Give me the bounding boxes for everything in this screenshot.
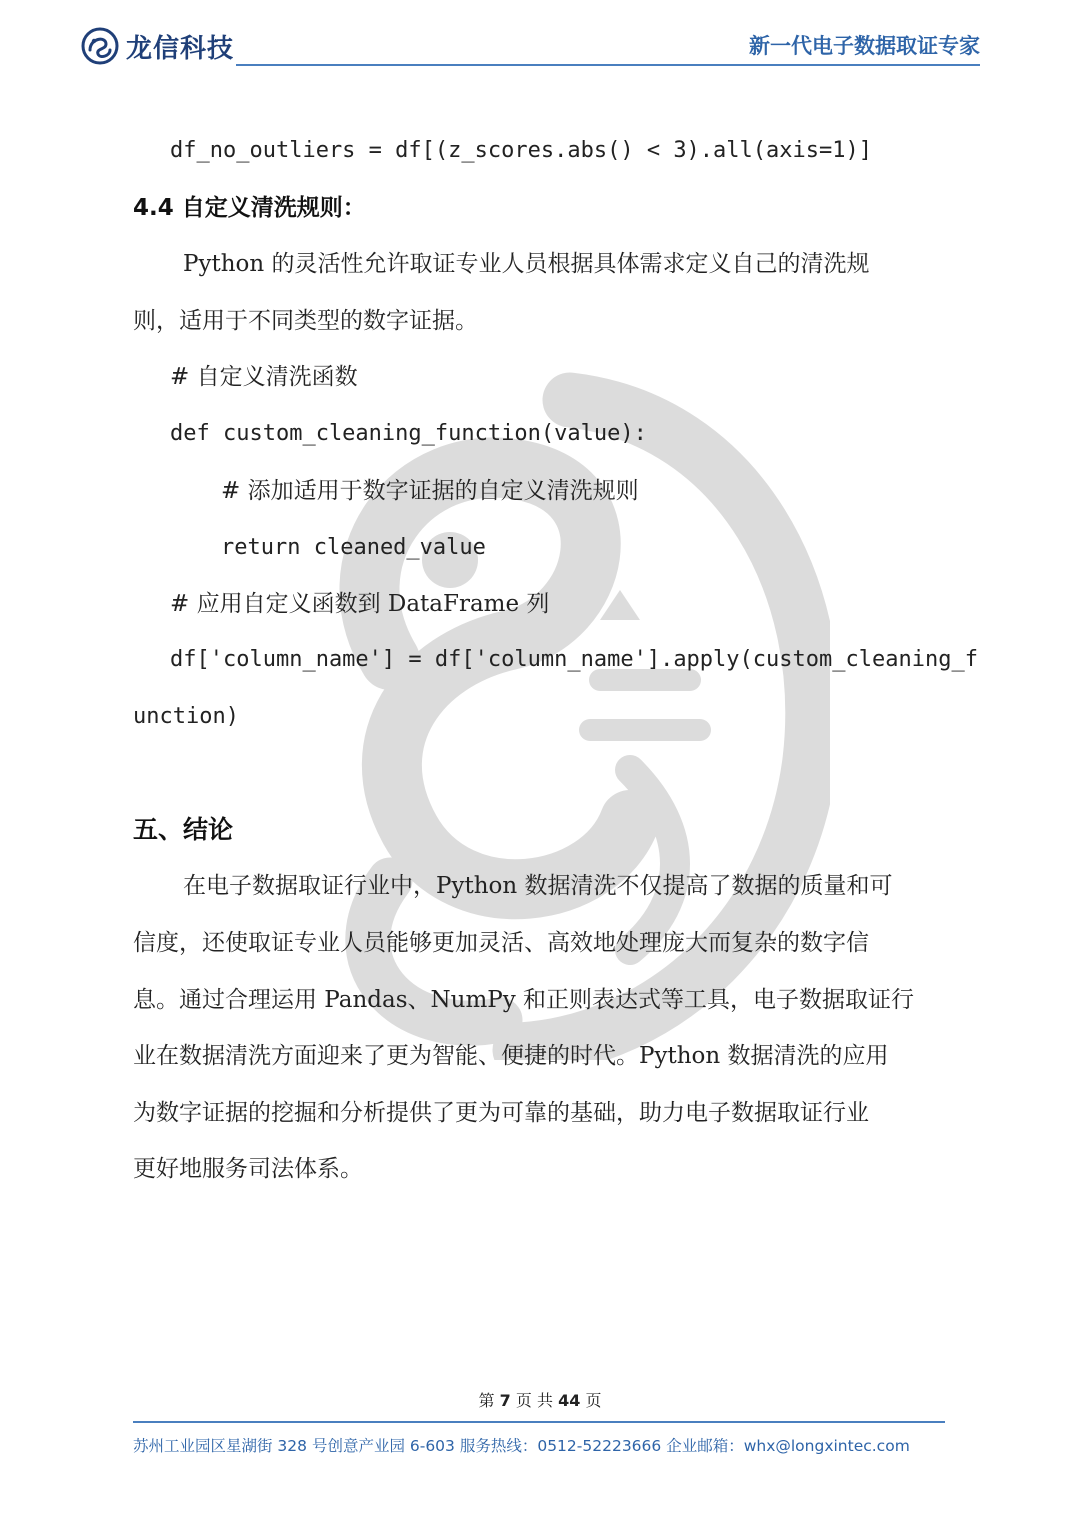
header-divider [236, 64, 980, 66]
code-return: return cleaned_value [221, 535, 486, 560]
company-name: 龙信科技 [126, 33, 235, 64]
header-slogan: 新一代电子数据取证专家 [749, 34, 980, 58]
conclusion-line: 在电子数据取证行业中，Python 数据清洗不仅提高了数据的质量和可 [183, 873, 893, 899]
paragraph-line: Python 的灵活性允许取证专业人员根据具体需求定义自己的清洗规 [183, 251, 870, 277]
page-number [0, 1388, 1080, 1411]
conclusion-line: 为数字证据的挖掘和分析提供了更为可靠的基础，助力电子数据取证行业 [133, 1100, 869, 1126]
code-comment: # 应用自定义函数到 DataFrame 列 [170, 591, 550, 617]
code-line-outliers: df_no_outliers = df[(z_scores.abs() < 3).all(axis=1)] [170, 138, 872, 163]
conclusion-line: 更好地服务司法体系。 [133, 1156, 363, 1182]
code-comment: # 添加适用于数字证据的自定义清洗规则 [221, 478, 639, 504]
conclusion-line: 信度，还使取证专业人员能够更加灵活、高效地处理庞大而复杂的数字信 [133, 930, 869, 956]
section-4-4-heading: 4.4 自定义清洗规则： [133, 195, 366, 221]
code-apply-line: df['column_name'] = df['column_name'].apply(custom_cleaning_f [170, 647, 978, 672]
footer-contact: 苏州工业园区星湖街 328 号创意产业园 6-603 服务热线：0512-52223666 企业邮箱：whx@longxintec.com [133, 1437, 910, 1455]
page-total: 44 [558, 1391, 581, 1410]
page-header [0, 0, 1080, 80]
paragraph-line: 则，适用于不同类型的数字证据。 [133, 308, 478, 334]
page-current: 7 [499, 1391, 511, 1410]
page-prefix: 第 [478, 1391, 495, 1410]
footer-divider [133, 1421, 945, 1423]
page-suffix: 页 [585, 1391, 602, 1410]
dragon-logo-icon [80, 26, 120, 66]
code-comment: # 自定义清洗函数 [170, 364, 358, 390]
conclusion-line: 业在数据清洗方面迎来了更为智能、便捷的时代。Python 数据清洗的应用 [133, 1043, 889, 1069]
code-function-def: def custom_cleaning_function(value): [170, 421, 647, 446]
page-mid: 页 共 [515, 1391, 553, 1410]
code-apply-line: unction) [133, 704, 239, 729]
company-logo [80, 26, 234, 66]
section-5-heading: 五、结论 [133, 815, 234, 844]
conclusion-line: 息。通过合理运用 Pandas、NumPy 和正则表达式等工具，电子数据取证行 [133, 987, 915, 1013]
